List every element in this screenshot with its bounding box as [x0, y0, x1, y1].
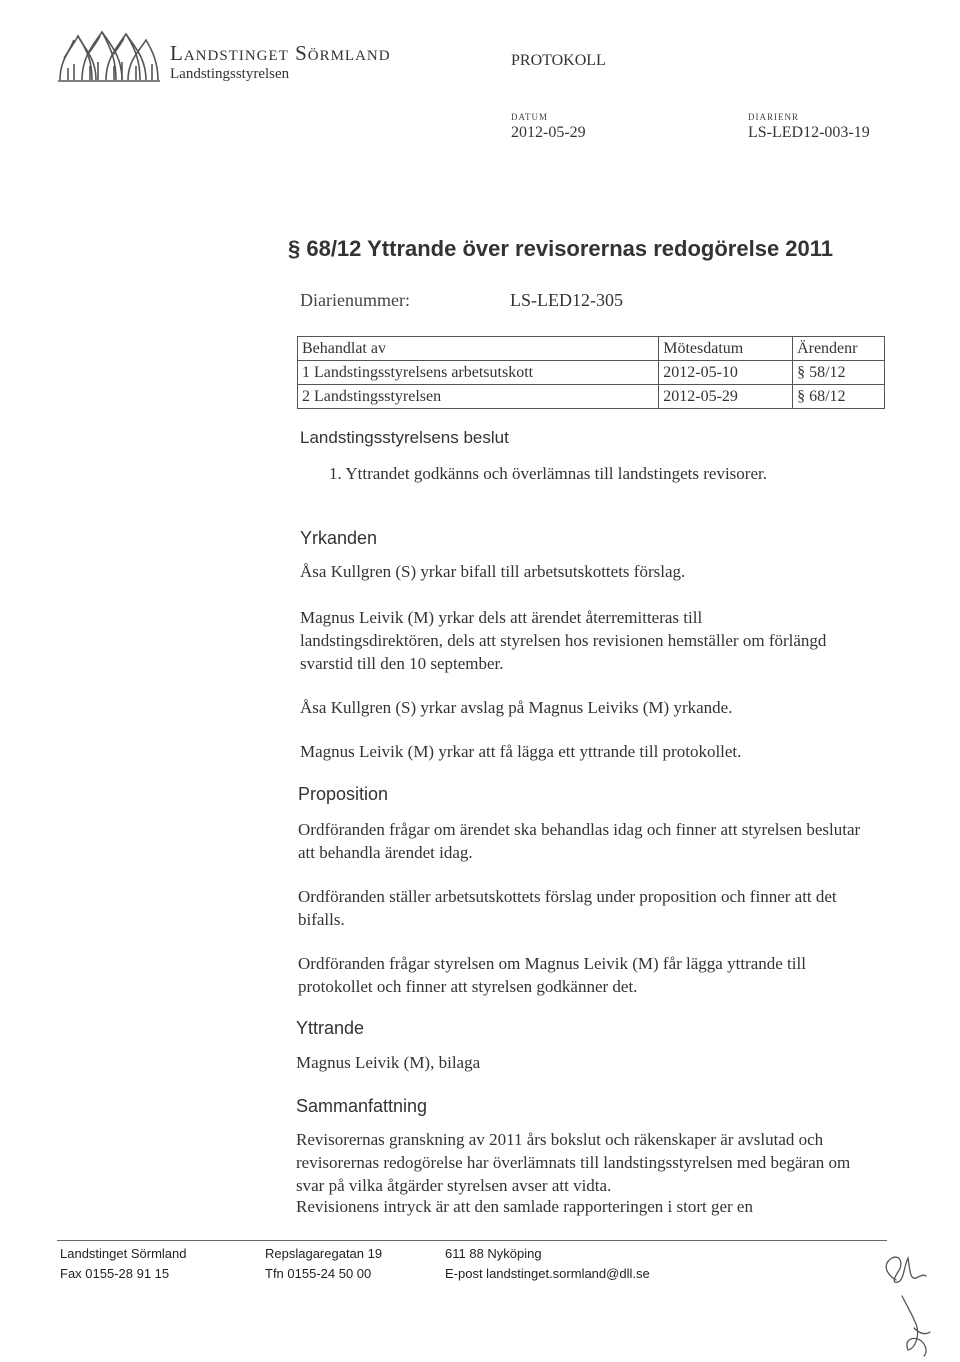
- document-type: PROTOKOLL: [511, 52, 606, 69]
- table-header-cell: Mötesdatum: [659, 337, 793, 361]
- org-name: Landstinget Sörmland: [170, 41, 391, 65]
- footer-postal: 611 88 Nyköping: [445, 1246, 542, 1261]
- table-cell: 2 Landstingsstyrelsen: [298, 385, 659, 409]
- yrkanden-paragraph: Magnus Leivik (M) yrkar att få lägga ett yttrande till protokollet.: [300, 742, 742, 761]
- table-row: [298, 385, 885, 409]
- landsting-logo-icon: [58, 28, 160, 84]
- table-cell: § 68/12: [793, 385, 885, 409]
- yrkanden-paragraph: Magnus Leivik (M) yrkar dels att ärendet återremitteras till landstingsdirektören, dels att styrelsen hos revisionen hemställer om förlängd svarstid till den 10 september.: [300, 608, 827, 673]
- behandlat-table: [297, 336, 885, 409]
- proposition-paragraph: Ordföranden frågar om ärendet ska behandlas idag och finner att styrelsen beslutar att behandla ärendet idag.: [298, 820, 861, 862]
- yrkanden-paragraph: Åsa Kullgren (S) yrkar bifall till arbetsutskottets förslag.: [300, 562, 686, 581]
- sammanfattning-paragraph: Revisorernas granskning av 2011 års bokslut och räkenskaper är avslutad och revisorernas redogörelse har överlämnats till landstingsstyrelsen med begäran om svar på vilka åtgärder styrelsen avser att vidta.: [296, 1130, 851, 1195]
- table-cell: § 58/12: [793, 361, 885, 385]
- proposition-paragraph: Ordföranden frågar styrelsen om Magnus Leivik (M) får lägga yttrande till protokollet och finner att styrelsen godkänner det.: [298, 954, 806, 996]
- yrkanden-title: Yrkanden: [300, 528, 378, 548]
- table-cell: 2012-05-29: [659, 385, 793, 409]
- sammanfattning-title: Sammanfattning: [296, 1096, 428, 1116]
- proposition-paragraph: Ordföranden ställer arbetsutskottets förslag under proposition och finner att det bifalls.: [298, 887, 837, 929]
- table-cell: 1 Landstingsstyrelsens arbetsutskott: [298, 361, 659, 385]
- footer-org: Landstinget Sörmland: [60, 1246, 187, 1261]
- diarienummer-value: LS-LED12-305: [510, 290, 623, 310]
- beslut-item: 1. Yttrandet godkänns och överlämnas till landstingets revisorer.: [329, 464, 767, 483]
- sammanfattning-paragraph: Revisionens intryck är att den samlade rapporteringen i stort ger en: [296, 1197, 753, 1216]
- footer-fax: Fax 0155-28 91 15: [60, 1266, 170, 1281]
- footer-email: E-post landstinget.sormland@dll.se: [445, 1266, 650, 1281]
- org-subtitle: Landstingsstyrelsen: [170, 66, 290, 82]
- diarienr-label: DIARIENR: [748, 112, 799, 122]
- datum-label: DATUM: [511, 112, 549, 122]
- yrkanden-paragraph: Åsa Kullgren (S) yrkar avslag på Magnus Leiviks (M) yrkande.: [300, 698, 733, 717]
- page-title: § 68/12 Yttrande över revisorernas redogörelse 2011: [288, 236, 834, 261]
- yttrande-title: Yttrande: [296, 1018, 365, 1038]
- table-header-cell: Behandlat av: [298, 337, 659, 361]
- table-header-cell: Ärendenr: [793, 337, 885, 361]
- signature-initials-icon: [868, 1240, 948, 1360]
- footer-phone: Tfn 0155-24 50 00: [265, 1266, 372, 1281]
- beslut-title: Landstingsstyrelsens beslut: [300, 428, 509, 447]
- footer-street: Repslagaregatan 19: [265, 1246, 383, 1261]
- yttrande-paragraph: Magnus Leivik (M), bilaga: [296, 1053, 481, 1072]
- proposition-title: Proposition: [298, 784, 389, 804]
- table-header-row: [298, 337, 885, 361]
- table-row: [298, 361, 885, 385]
- footer-divider: [57, 1240, 887, 1241]
- datum-value: 2012-05-29: [511, 124, 586, 141]
- table-cell: 2012-05-10: [659, 361, 793, 385]
- diarienummer-label: Diarienummer:: [300, 290, 410, 310]
- diarienr-value: LS-LED12-003-19: [748, 124, 870, 141]
